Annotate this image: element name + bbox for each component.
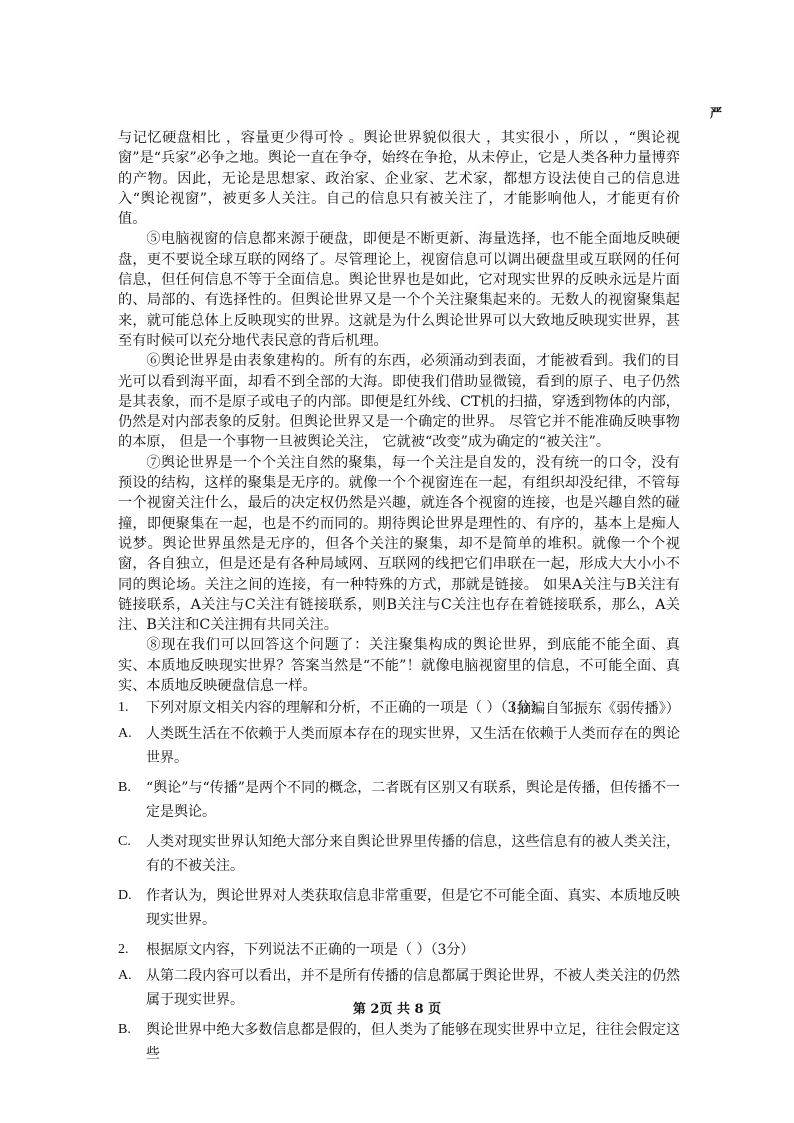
option-text: “舆论”与“传播”是两个不同的概念，二者既有区别又有联系，舆论是传播，但传播不一定是舆论。 — [146, 780, 680, 820]
option-letter: A. — [118, 726, 132, 741]
option-letter: B. — [118, 1022, 131, 1037]
question-1-option-d — [118, 884, 680, 932]
question-2-option-b — [118, 1018, 680, 1066]
corner-mark: 严 — [709, 106, 722, 120]
passage-paragraph: ⑧现在我们可以回答这个问题了：关注聚集构成的舆论世界，到底能不能全面、真实、本质地反映现实世界？答案当然是“不能”！就像电脑视窗里的信息，不可能全面、真实、本质地反映硬盘信息一样。 — [118, 637, 680, 695]
option-text: 人类既生活在不依赖于人类而原本存在的现实世界，又生活在依赖于人类而存在的舆论世界。 — [146, 726, 680, 766]
page-footer: 第 2页 共 8 页 — [352, 1002, 442, 1017]
reading-passage — [118, 128, 680, 719]
option-letter: C. — [118, 834, 131, 849]
question-2-stem — [118, 938, 680, 962]
passage-paragraph: 与记忆硬盘相比 ，容量更少得可怜 。舆论世界貌似很大 ，其实很小 ，所以 ，“舆论视窗”是“兵家”必争之地。舆论一直在争夺，始终在争抢，从未停止，它是人类各种力量博弈的产物。因此，无论是思想家、政治家、企业家、艺术家，都想方设法使自己的信息进入“舆论视窗”，被更多人关注。自己的信息只有被关注了，才能影响他人，才能更有价值。 — [118, 130, 680, 228]
question-1-option-c — [118, 830, 680, 878]
option-text: 人类对现实世界认知绝大部分来自舆论世界里传播的信息，这些信息有的被人类关注，有的不被关注。 — [146, 834, 680, 874]
question-1-option-a — [118, 722, 680, 770]
question-text: 下列对原文相关内容的理解和分析，不正确的一项是（ ）（3分） — [146, 700, 545, 716]
question-number: 1. — [118, 700, 129, 715]
passage-paragraph: ⑤电脑视窗的信息都来源于硬盘，即便是不断更新、海量选择，也不能全面地反映硬盘，更不要说全球互联的网络了。尽管理论上，视窗信息可以调出硬盘里或互联网的任何信息，但任何信息不等于全面信息。舆论世界也是如此，它对现实世界的反映永远是片面的、局部的、有选择性的。但舆论世界又是一个个关注聚集起来的。无数人的视窗聚集起来，就可能总体上反映现实的世界。这就是为什么舆论世界可以大致地反映现实世界，甚至有时候可以充分地代表民意的背后机理。 — [118, 231, 680, 349]
option-letter: A. — [118, 968, 132, 983]
option-text: 作者认为，舆论世界对人类获取信息非常重要，但是它不可能全面、真实、本质地反映现实世界。 — [146, 888, 680, 928]
option-letter: D. — [118, 888, 132, 903]
question-1-option-b — [118, 776, 680, 824]
question-text: 根据原文内容，下列说法不正确的一项是（ ）（3分） — [146, 942, 475, 958]
option-letter: B. — [118, 780, 131, 795]
passage-paragraph: ⑦舆论世界是一个个关注自然的聚集，每一个关注是自发的，没有统一的口令，没有预设的结构，这样的聚集是无序的。就像一个个视窗连在一起，有组织却没纪律，不管每一个视窗关注什么，最后的决定权仍然是兴趣，就连各个视窗的连接，也是兴趣自然的碰撞，即便聚集在一起，也是不约而同的。期待舆论世界是理性的、有序的，基本上是痴人说梦。舆论世界虽然是无序的，但各个关注的聚集，却不是简单的堆积。就像一个个视窗，各自独立，但是还是有各种局域网、互联网的线把它们串联在一起，形成大大小小不同的舆论场。关注之间的连接，有一种特殊的方式，那就是链接。 如果A关注与B关注有链接联系，A关注与C关注有链接联系，则B关注与C关注也存在着链接联系，那么，A关注、B关注和C关注拥有共同关注。 — [118, 454, 680, 634]
option-text: 舆论世界中绝大多数信息都是假的，但人类为了能够在现实世界中立足，往往会假定这些 — [146, 1022, 680, 1062]
option-text: 从第二段内容可以看出，并不是所有传播的信息都属于舆论世界，不被人类关注的仍然属于现实世界。 — [146, 968, 680, 1008]
question-1-stem — [118, 696, 680, 720]
passage-source: （摘编自邹振东《弱传播》） — [502, 701, 680, 718]
question-number: 2. — [118, 942, 129, 957]
passage-paragraph: ⑥舆论世界是由表象建构的。所有的东西，必须涌动到表面，才能被看到。我们的目光可以看到海平面，却看不到全部的大海。即使我们借助显微镜，看到的原子、电子仍然是其表象，而不是原子或电子的内部。即便是红外线、CT机的扫描，穿透到物体的内部，仍然是对内部表象的反射。但舆论世界又是一个确定的世界。 尽管它并不能准确反映事物的本原， 但是一个事物一旦被舆论关注， 它就被“改变”成为确定的“被关注”。 — [118, 353, 680, 451]
